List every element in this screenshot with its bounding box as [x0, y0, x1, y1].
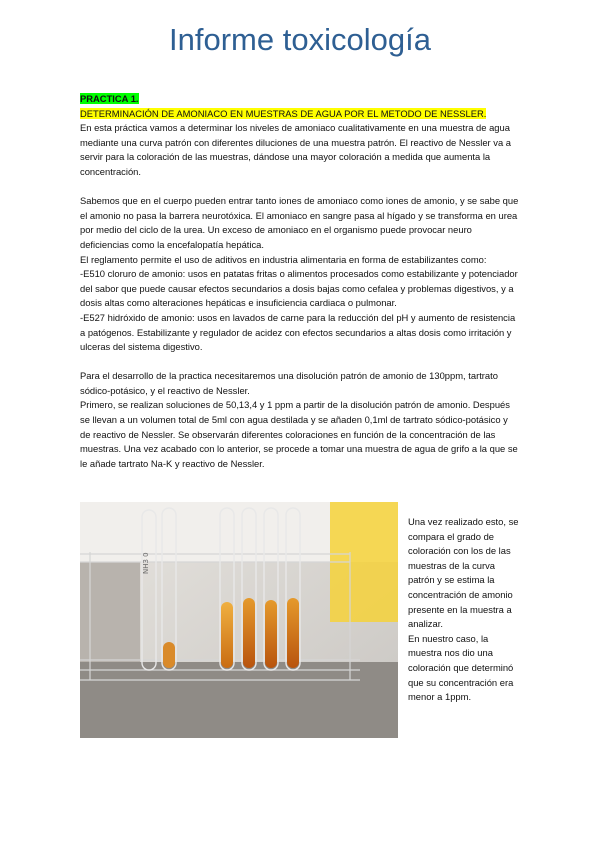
- side-text: [408, 515, 520, 705]
- practice-label: PRACTICA 1.: [80, 93, 139, 104]
- page-title: Informe toxicología: [169, 22, 431, 57]
- document-body: [80, 92, 520, 471]
- tube-label: NH3 0: [142, 552, 150, 574]
- test-tubes-illustration: [80, 502, 398, 738]
- paragraph: -E527 hidróxido de amonio: usos en lavados de carne para la reducción del pH y aumento de resistencia a patógenos. Estabilizante y regulador de acidez con efectos secundarios a altas dosis como irritación y ulceras del sistema digestivo.: [80, 311, 516, 353]
- paragraph: Sabemos que en el cuerpo pueden entrar tanto iones de amoniaco como iones de amonio, y se sabe que el amonio no pasa la barrera neurotóxica. El amoniaco en sangre pasa al hígado y se transforma en urea por medio del ciclo de la urea. Un exceso de amoniaco en el organismo puede provocar neuro deficiencias como la encefalopatía hepática.: [80, 195, 519, 250]
- paragraph: Primero, se realizan soluciones de 50,13,4 y 1 ppm a partir de la disolución patrón de amonio. Después se llevan a un volumen total de 5ml con agua destilada y se añaden 0,1ml de tartrato sódico-potásico y de reactivo de Nessler. Se observarán diferentes coloraciones en función de la concentración de las muestras. Una vez acabado con lo anterior, se procede a tomar una muestra de agua de grifo a la que se le añade tartrato Na-K y reactivo de Nessler.: [80, 399, 518, 469]
- section-heading: DETERMINACIÓN DE AMONIACO EN MUESTRAS DE AGUA POR EL METODO DE NESSLER.: [80, 107, 487, 119]
- side-paragraph: Una vez realizado esto, se compara el grado de coloración con los de las muestras de la curva patrón y se estima la concentración de amonio presente en la muestra a analizar.: [408, 516, 519, 630]
- paragraph: -E510 cloruro de amonio: usos en patatas fritas o alimentos procesados como estabilizante y potenciador del sabor que puede causar efectos secundarios a dosis bajas como cefalea y problemas digestivos, y a dosis altas como alteraciones hepáticas e insuficiencia cardiaca o pulmonar.: [80, 268, 518, 309]
- test-tubes-photo: [80, 502, 398, 738]
- paragraph: El reglamento permite el uso de aditivos en industria alimentaria en forma de estabilizantes como:: [80, 253, 487, 265]
- side-paragraph: En nuestro caso, la muestra nos dio una coloración que determinó que su concentración era menor a 1ppm.: [408, 632, 514, 703]
- paragraph: En esta práctica vamos a determinar los niveles de amoniaco cualitativamente en una muestra de agua mediante una curva patrón con diferentes diluciones de una muestra patrón. El reactivo de Nessler va a servir para la coloración de las muestras, dándose una mayor coloración a medida que aumenta la concentración.: [80, 122, 511, 177]
- paragraph: Para el desarrollo de la practica necesitaremos una disolución patrón de amonio de 130ppm, tartrato sódico-potásico, y el reactivo de Nessler.: [80, 370, 498, 396]
